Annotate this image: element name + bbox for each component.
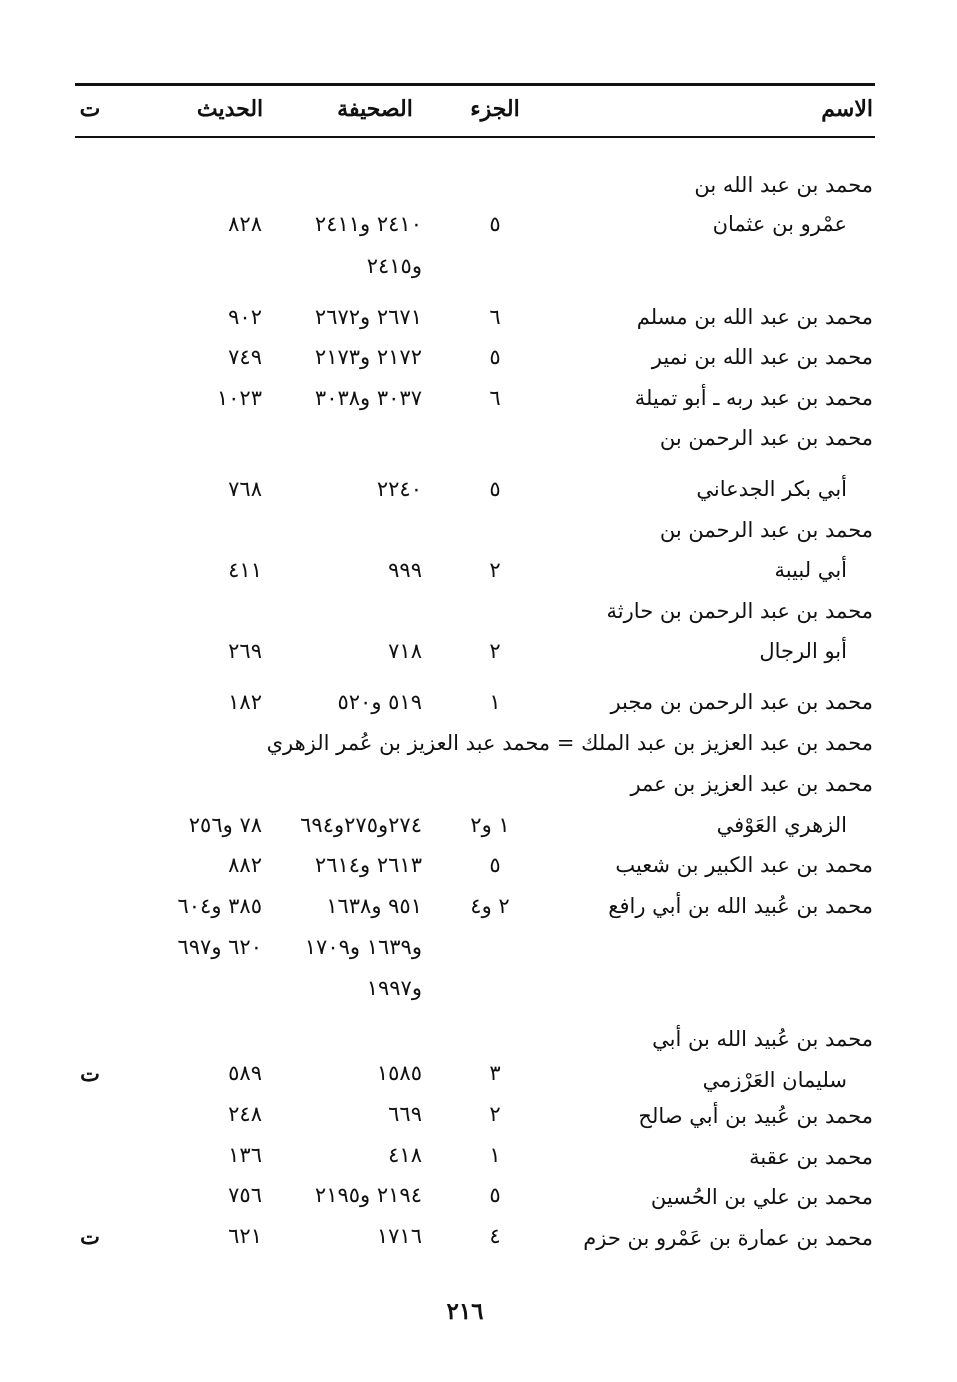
index-entry-volume: ٥: [489, 212, 501, 236]
index-entry-volume: ٥: [489, 853, 501, 877]
index-entry-page: ٣٠٣٧ و٣٠٣٨: [314, 386, 422, 410]
header-hadith: الحديث: [196, 96, 264, 122]
index-entry-name: محمد بن عبد الرحمن بن مجبر: [610, 690, 873, 714]
index-entry-page-cont: و١٦٣٩ و١٧٠٩: [304, 935, 422, 959]
index-entry-page: ٦٦٩: [388, 1102, 422, 1126]
index-entry-volume: ٦: [489, 386, 501, 410]
index-entry-page: ١٧١٦: [376, 1224, 422, 1248]
index-entry-volume: ٣: [489, 1061, 501, 1085]
index-entry-hadith: ١٨٢: [228, 690, 262, 714]
index-entry-page: ٤١٨: [388, 1143, 422, 1167]
index-entry-page: ٧١٨: [388, 639, 422, 663]
index-entry-page: ٢١٧٢ و٢١٧٣: [314, 345, 422, 369]
index-entry-hadith: ٢٤٨: [228, 1102, 262, 1126]
index-entry-volume: ٥: [489, 1183, 501, 1207]
index-entry-page: ٢١٩٤ و٢١٩٥: [314, 1183, 422, 1207]
index-entry-hadith: ٥٨٩: [228, 1061, 262, 1085]
index-entry-mark: ت: [80, 1224, 100, 1249]
index-entry-name: أبي لبيبة: [774, 558, 847, 582]
index-entry-page: ٩٩٩: [388, 558, 422, 582]
index-entry-name: محمد بن عُبيد الله بن أبي رافع: [608, 894, 873, 918]
index-entry-hadith: ٧٤٩: [228, 345, 262, 369]
index-entry-name: محمد بن عمارة بن عَمْرو بن حزم: [583, 1226, 873, 1250]
index-entry-hadith: ٧٨ و٢٥٦: [188, 813, 262, 837]
index-entry-page: ٩٥١ و١٦٣٨: [326, 894, 422, 918]
index-entry-hadith: ٩٠٢: [228, 305, 262, 329]
index-entry-hadith: ١٠٢٣: [216, 386, 262, 410]
header-volume: الجزء: [470, 96, 520, 122]
index-entry-name: محمد بن عبد الرحمن بن: [659, 426, 873, 450]
index-entry-page: ٢٧٤و٢٧٥و٦٩٤: [300, 813, 422, 837]
index-entry-page: ٢٦١٣ و٢٦١٤: [314, 853, 422, 877]
index-entry-name: أبو الرجال: [759, 639, 847, 663]
index-entry-name: سليمان العَرْزمي: [702, 1068, 847, 1092]
index-entry-volume: ٢: [489, 558, 501, 582]
index-entry-volume: ١: [489, 690, 501, 714]
index-entry-volume: ٢: [489, 1102, 501, 1126]
index-entry-name: محمد بن عبد الرحمن بن حارثة: [606, 599, 873, 623]
index-entry-name: محمد بن عبد ربه ـ أبو تميلة: [634, 386, 873, 410]
index-entry-page-cont: و١٩٩٧: [366, 976, 422, 1000]
index-entry-hadith-cont: ٦٢٠ و٦٩٧: [177, 935, 262, 959]
index-entry-name: محمد بن عبد الله بن نمير: [651, 345, 873, 369]
page-number: ٢١٦: [446, 1298, 484, 1325]
index-entry-name: محمد بن عقبة: [749, 1145, 873, 1169]
index-entry-hadith: ٧٥٦: [228, 1183, 262, 1207]
header-mark: ت: [79, 96, 101, 122]
index-cross-reference: محمد بن عبد العزيز بن عبد الملك = محمد عبد العزيز بن عُمر الزهري: [266, 731, 873, 755]
index-entry-page: ٥١٩ و٥٢٠: [337, 690, 422, 714]
index-entry-page: ١٥٨٥: [376, 1061, 422, 1085]
index-entry-name: الزهري العَوْفي: [716, 813, 847, 837]
index-entry-hadith: ٧٦٨: [228, 477, 262, 501]
index-entry-hadith: ١٣٦: [228, 1143, 262, 1167]
top-rule: [75, 83, 875, 86]
index-entry-mark: ت: [80, 1061, 100, 1086]
index-entry-name: عمْرو بن عثمان: [712, 212, 847, 236]
index-entry-name: أبي بكر الجدعاني: [696, 477, 847, 501]
index-entry-page: ٢٤١٠ و٢٤١١: [314, 212, 422, 236]
index-entry-volume: ٢: [489, 639, 501, 663]
index-entry-hadith: ٣٨٥ و٦٠٤: [177, 894, 262, 918]
index-entry-name: محمد بن عبد الرحمن بن: [659, 518, 873, 542]
header-page: الصحيفة: [337, 96, 413, 122]
index-entry-volume: ٥: [489, 477, 501, 501]
index-entry-name: محمد بن عبد العزيز بن عمر: [630, 772, 873, 796]
index-entry-name: محمد بن عُبيد بن أبي صالح: [638, 1104, 873, 1128]
index-entry-name: محمد بن عبد الله بن مسلم: [636, 305, 873, 329]
index-entry-page-cont: و٢٤١٥: [366, 254, 422, 278]
index-entry-volume: ٦: [489, 305, 501, 329]
index-entry-volume: ٢ و٤: [470, 894, 510, 918]
index-entry-name: محمد بن عُبيد الله بن أبي: [652, 1027, 873, 1051]
index-entry-page: ٢٦٧١ و٢٦٧٢: [314, 305, 422, 329]
index-entry-volume: ٤: [489, 1224, 501, 1248]
index-entry-name: محمد بن عبد الله بن: [694, 173, 873, 197]
index-entry-hadith: ٢٦٩: [228, 639, 262, 663]
index-entry-hadith: ٤١١: [228, 558, 262, 582]
header-rule: [75, 136, 875, 138]
index-entry-hadith: ٦٢١: [228, 1224, 262, 1248]
index-entry-hadith: ٨٢٨: [228, 212, 262, 236]
index-entry-volume: ١: [489, 1143, 501, 1167]
index-entry-hadith: ٨٨٢: [228, 853, 262, 877]
index-entry-name: محمد بن عبد الكبير بن شعيب: [615, 853, 873, 877]
index-entry-name: محمد بن علي بن الحُسين: [650, 1185, 873, 1209]
index-entry-volume: ١ و٢: [470, 813, 510, 837]
header-name: الاسم: [821, 96, 873, 122]
index-entry-page: ٢٢٤٠: [376, 477, 422, 501]
index-entry-volume: ٥: [489, 345, 501, 369]
